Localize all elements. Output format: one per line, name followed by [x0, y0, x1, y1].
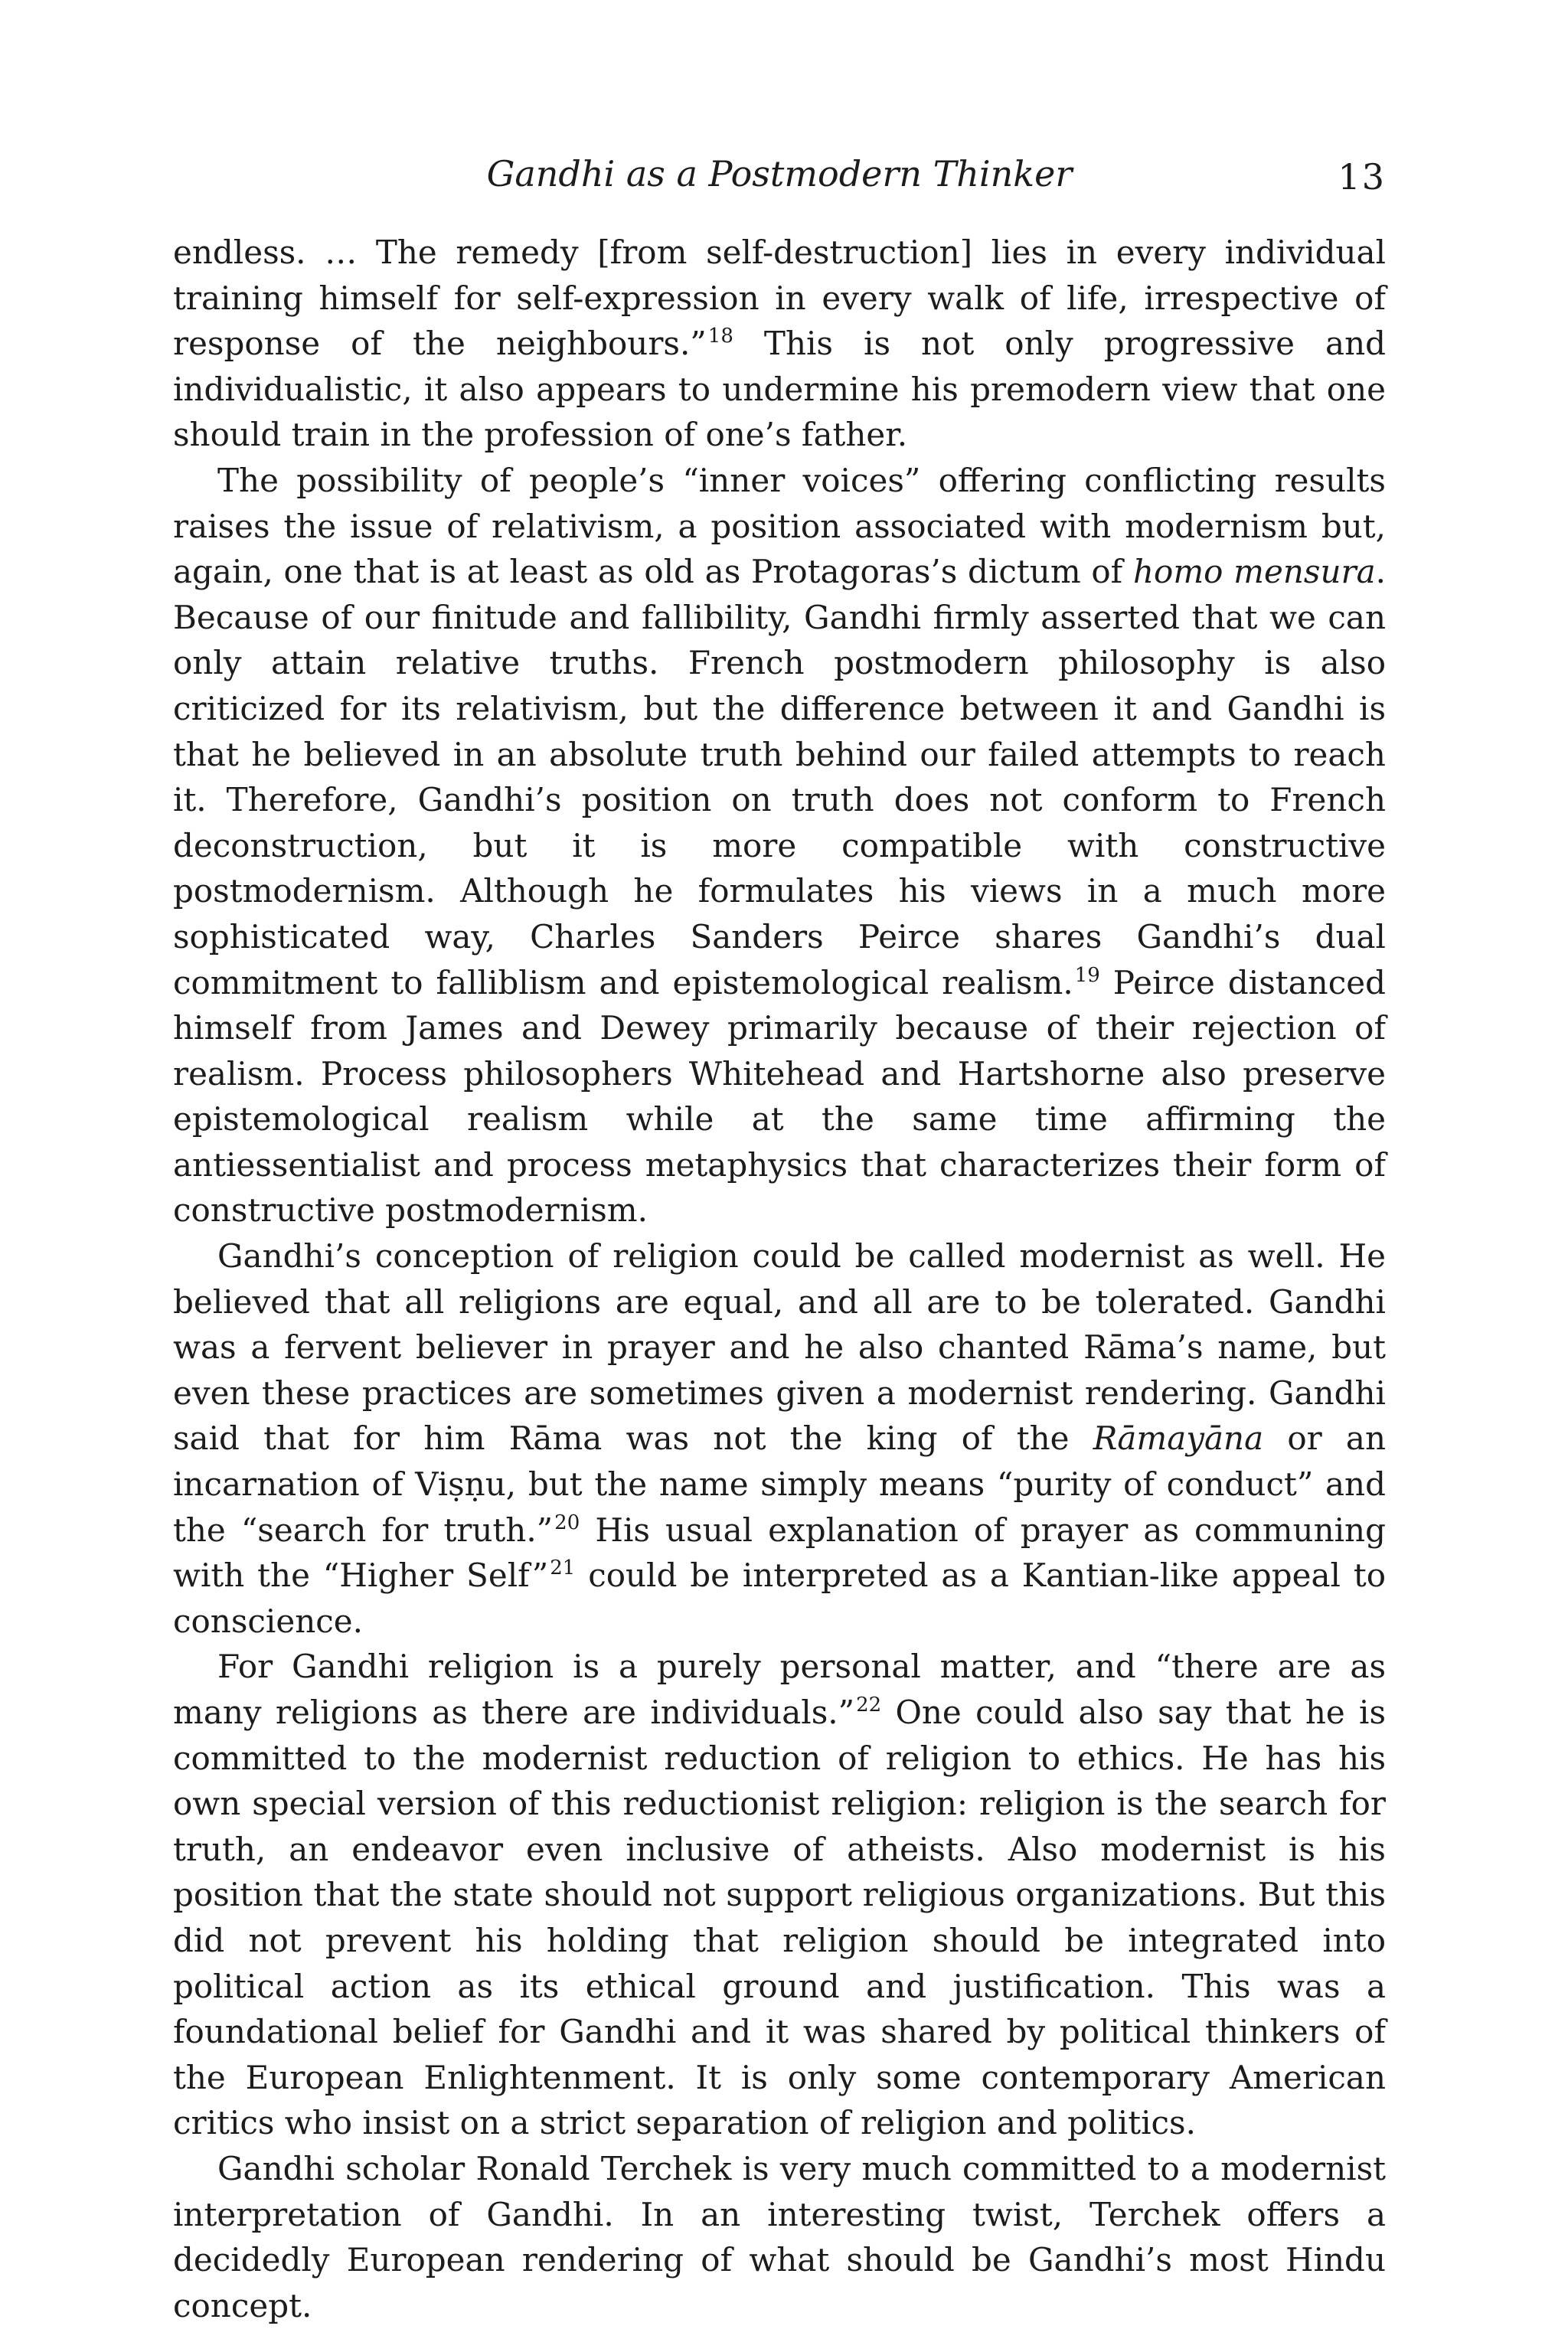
- paragraph-terchek: [173, 2146, 1386, 2328]
- book-page: [173, 153, 1386, 2328]
- italic-term: homo mensura: [1132, 553, 1376, 591]
- running-title: Gandhi as a Postmodern Thinker: [486, 153, 1073, 194]
- text-run: endless. … The remedy [from self-destruction] lies in every individual training himself for self-expression in every walk of life, irrespective of response of the neighbours.”: [173, 234, 1386, 363]
- text-run: His usual explanation of prayer as communing with the “Higher Self”: [173, 1511, 1386, 1595]
- paragraph-relativism: [173, 458, 1386, 1233]
- text-run: Peirce distanced himself from James and Dewey primarily because of their rejection of realism. Process philosophers Whitehead and Hartshorne also preserve epistemological realism while at the same time affirming the antiessentialist and process metaphysics that characterizes their form of constructive postmodernism.: [173, 963, 1386, 1230]
- paragraph-personal-religion: [173, 1644, 1386, 2146]
- text-run: This is not only progressive and individualistic, it also appears to undermine his premodern view that one should train in the profession of one’s father.: [173, 325, 1387, 454]
- running-head: [173, 153, 1386, 207]
- text-run: For Gandhi religion is a purely personal matter, and “there are as many religions as there are individuals.”: [173, 1648, 1386, 1731]
- text-run: One could also say that he is committed to the modernist reduction of religion to ethics. He has his own special version of this reductionist religion: religion is the search for truth, an endeavor even inclusive of atheists. Also modernist is his position that the state should not support religious organizations. But this did not prevent his holding that religion should be integrated into political action as its ethical ground and justification. This was a foundational belief for Gandhi and it was shared by political thinkers of the European Enlightenment. It is only some contemporary American critics who insist on a strict separation of religion and politics.: [173, 1694, 1387, 2142]
- footnote-ref-22: 22: [856, 1694, 882, 1717]
- paragraph-continued: [173, 230, 1386, 458]
- body-text: [173, 230, 1386, 2328]
- page-number: 13: [1338, 156, 1386, 198]
- text-run: Gandhi’s conception of religion could be called modernist as well. He believed that all religions are equal, and all are to be tolerated. Gandhi was a fervent believer in prayer and he also chanted Rāma’s name, but even these practices are sometimes given a modernist rendering. Gandhi said that for him Rāma was not the king of the: [173, 1237, 1386, 1458]
- text-run: Gandhi scholar Ronald Terchek is very much committed to a modernist interpretation of Gandhi. In an interesting twist, Terchek offers a decidedly European rendering of what should be Gandhi’s most Hindu concept.: [173, 2149, 1386, 2324]
- paragraph-religion: [173, 1233, 1386, 1644]
- text-run: could be interpreted as a Kantian-like appeal to conscience.: [173, 1557, 1387, 1640]
- italic-title: Rāmayāna: [1093, 1419, 1264, 1458]
- text-run: . Because of our finitude and fallibility, Gandhi firmly asserted that we can only attain relative truths. French postmodern philosophy is also criticized for its relativism, but the difference between it and Gandhi is that he believed in an absolute truth behind our failed attempts to reach it. Therefore, Gandhi’s position on truth does not conform to French deconstruction, but it is more compatible with constructive postmodernism. Although he formulates his views in a much more sophisticated way, Charles Sanders Peirce shares Gandhi’s dual commitment to falliblism and epistemological realism.: [173, 553, 1386, 1001]
- text-run: The possibility of people’s “inner voices” offering conflicting results raises the issue of relativism, a position associated with modernism but, again, one that is at least as old as Protagoras’s dictum of: [173, 461, 1386, 591]
- footnote-ref-19: 19: [1074, 963, 1100, 987]
- footnote-ref-18: 18: [707, 325, 733, 348]
- footnote-ref-20: 20: [554, 1511, 580, 1534]
- footnote-ref-21: 21: [550, 1557, 576, 1580]
- text-run: or an incarnation of Viṣṇu, but the name simply means “purity of conduct” and the “search for truth.”: [173, 1419, 1386, 1549]
